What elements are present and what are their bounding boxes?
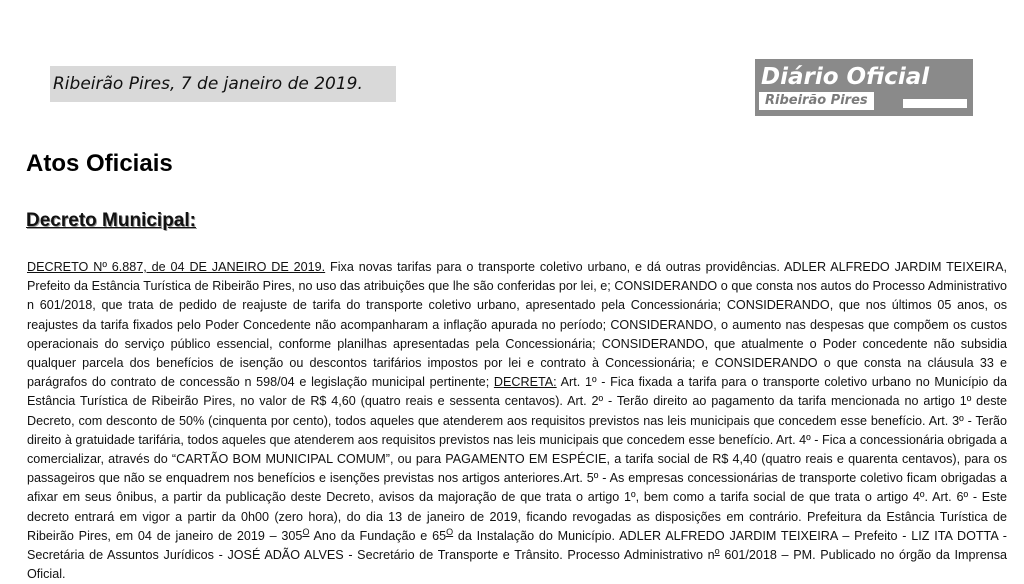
- decree-anniversary: Ano da Fundação e 65: [309, 528, 447, 543]
- decree-signatures: da Instalação do Município. ADLER ALFREDO JARDIM TEIXEIRA – Prefeito - LIZ ITA DOTTA - Secretária de Assuntos Jurídicos - JOSÉ ADÃO ALVES - Secretário de Transporte e Trânsito. Processo Administrativo n: [27, 528, 1007, 563]
- ordinal-numero: o: [714, 545, 720, 556]
- decreta-label: DECRETA:: [493, 375, 557, 390]
- logo-title: Diário Oficial: [761, 64, 930, 90]
- section-subtitle: Decreto Municipal:: [26, 210, 196, 231]
- decree-closing: 601/2018 – PM. Publicado no órgão da Imprensa Oficial.: [27, 548, 1008, 582]
- decree-articles: Art. 1º - Fica fixada a tarifa para o transporte coletivo urbano no Município da Estância Turística de Ribeirão Pires, no valor de R$ 4,60 (quatro reais e sessenta centavos). Art. 2º - Terão direito ao pagamento da tarifa mencionada no artigo 1º deste Decreto, com desconto de 50% (cinquenta por cento), todos aqueles que atenderem aos requisitos previstos nas leis municipais que concedem esse benefício. Art. 3º - Terão direito à gratuidade tarifária, todos aqueles que atenderem aos requisitos previstos nas leis municipais que concedem esse benefício. Art. 4º - Fica a concessionária obrigada a comercializar, através do “CARTÃO BOM MUNICIPAL COMUM”, ou para PAGAMENTO EM ESPÉCIE, a tarifa social de R$ 4,40 (quatro reais e quarenta centavos), para os passageiros que não se enquadrem nos benefícios e isenções previstas nos artigos anteriores.Art. 5º - As empresas concessionárias de transporte coletivo ficam obrigadas a afixar em seus ônibus, a partir da publicação deste Decreto, avisos da majoração de que trata o artigo 1º, bem como a tarifa social de que trata o artigo 4º. Art. 6º - Este decreto entrará em vigor a partir da 0h00 (zero hora), do dia 13 de janeiro de 2019, ficando revogadas as disposições em contrário. Prefeitura da Estância Turística de Ribeirão Pires, em 04 de janeiro de 2019 – 305: [27, 375, 1008, 543]
- page-title: Atos Oficiais: [26, 150, 173, 177]
- ordinal-installation: O: [446, 526, 454, 537]
- ordinal-foundation: O: [302, 526, 310, 537]
- decree-intro: Fixa novas tarifas para o transporte coletivo urbano, e dá outras providências. ADLER ALFREDO JARDIM TEIXEIRA, Prefeito da Estância Turística de Ribeirão Pires, no uso das atribuições que lhe são conferidas por lei, e; CONSIDERANDO o que consta nos autos do Processo Administrativo n 601/2018, que trata de pedido de reajuste de tarifa do transporte coletivo urbano, apresentado pela Concessionária; CONSIDERANDO, que nos últimos 05 anos, os reajustes da tarifa fixados pelo Poder Concedente não acompanharam a inflação apurada no período; CONSIDERANDO, o aumento nas despesas que compõem os custos operacionais do serviço público essencial, conforme planilhas apresentadas pela Concessionária; CONSIDERANDO, que atualmente o Poder concedente não subsidia qualquer parcela dos benefícios de isenção ou descontos tarifários impostos por lei e contrato à Concessionária; e CONSIDERANDO o que consta na cláusula 33 e parágrafos do contrato de concessão n 598/04 e legislação municipal pertinente;: [27, 260, 1007, 390]
- logo-subtitle: Ribeirão Pires: [759, 92, 874, 110]
- diario-oficial-logo: [755, 59, 973, 116]
- decree-heading: DECRETO Nº 6.887, de 04 DE JANEIRO DE 2019.: [27, 260, 326, 274]
- logo-accent-bar: [903, 99, 967, 108]
- publication-dateline: Ribeirão Pires, 7 de janeiro de 2019.: [50, 66, 396, 102]
- decree-body: [27, 258, 1007, 584]
